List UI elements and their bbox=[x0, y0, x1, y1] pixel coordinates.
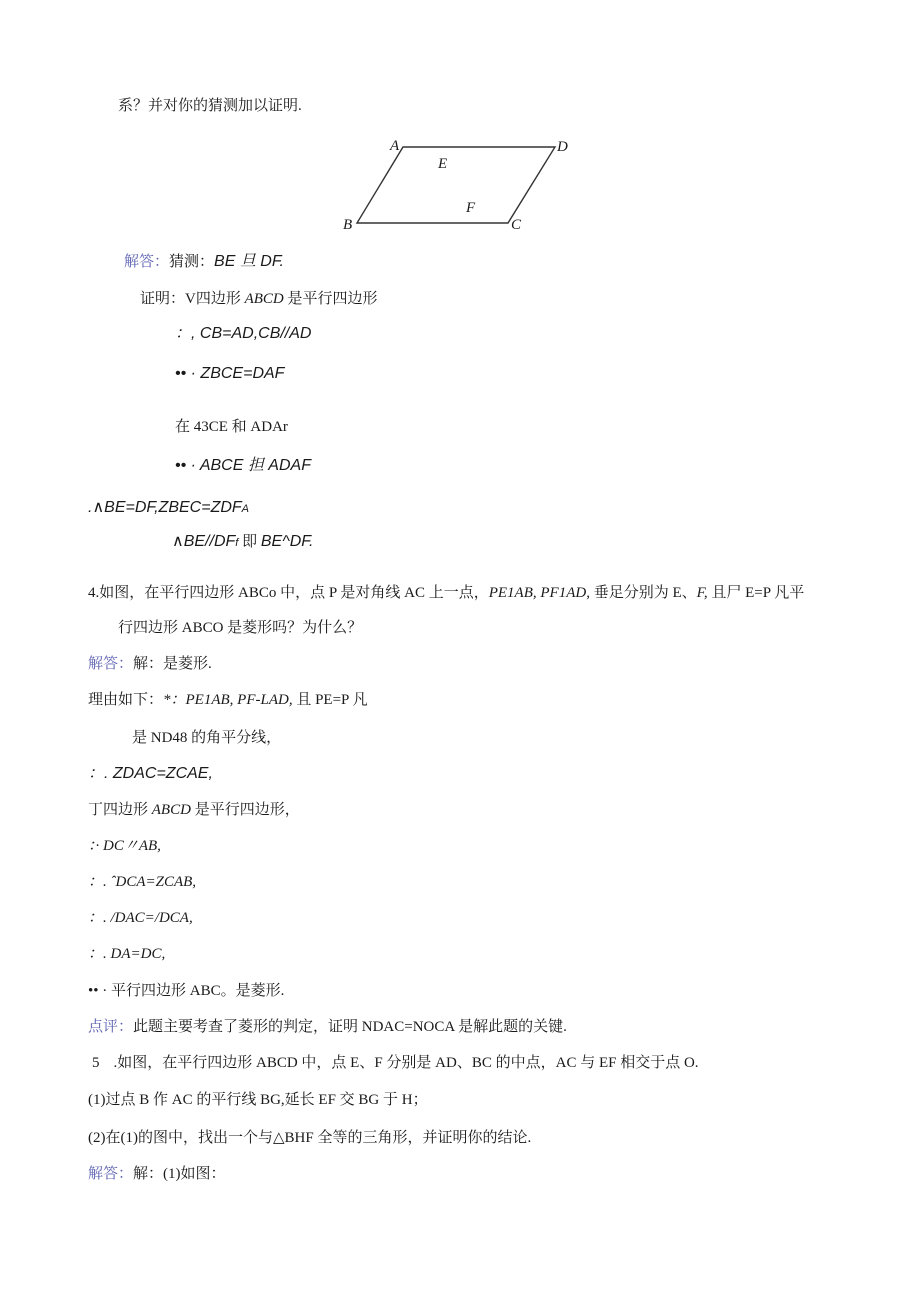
math-text: ：. DA=DC, bbox=[88, 946, 166, 962]
q4-comment bbox=[88, 1017, 567, 1037]
text: 理由如下： bbox=[88, 692, 164, 708]
text: 解：是菱形. bbox=[133, 656, 212, 672]
math-text: BE 旦 DF. bbox=[214, 253, 284, 270]
math-text: ABCD bbox=[151, 802, 191, 818]
q3-step-5 bbox=[88, 498, 249, 519]
q4-reason-7 bbox=[88, 908, 193, 928]
text: (2)在(1)的图中，找出一个与△BHF 全等的三角形，并证明你的结论. bbox=[88, 1130, 532, 1146]
text: (1)过点 B 作 AC 的平行线 BG,延长 EF 交 BG 于 H； bbox=[88, 1092, 428, 1108]
answer-label: 解答： bbox=[88, 1166, 134, 1182]
q3-step-1 bbox=[175, 324, 311, 344]
q4-stem-line-2 bbox=[118, 618, 362, 638]
text: 即 bbox=[238, 534, 261, 550]
text: 且尸 E=P 凡平 bbox=[707, 585, 805, 601]
math-text: F, bbox=[696, 585, 708, 601]
q5-stem bbox=[92, 1053, 699, 1073]
text: 是平行四边形， bbox=[190, 802, 300, 818]
math-text: BE^DF. bbox=[260, 533, 314, 550]
math-text: •• · ZBCE=DAF bbox=[175, 365, 285, 382]
q3-step-3 bbox=[175, 417, 288, 437]
q4-reason-5 bbox=[88, 836, 161, 856]
math-text: ：. ˆDCA=ZCAB, bbox=[88, 874, 197, 890]
math-text: f bbox=[235, 537, 239, 549]
q4-reason-3 bbox=[88, 764, 213, 784]
text: 在 43CE 和 ADAr bbox=[175, 419, 288, 435]
math-text: A bbox=[241, 503, 250, 515]
comment-label: 点评： bbox=[88, 1019, 134, 1035]
q3-step-6 bbox=[172, 532, 313, 553]
q3-step-4 bbox=[175, 456, 311, 476]
math-text: ：· DC〃AB, bbox=[88, 838, 161, 854]
q4-reason-4 bbox=[88, 800, 300, 820]
vertex-label-d: D bbox=[557, 139, 568, 155]
math-text: •• · ABCE 担 ADAF bbox=[175, 457, 311, 474]
text: 行四边形 ABCO 是菱形吗？为什么？ bbox=[118, 620, 363, 636]
text: 且 PE=P 凡 bbox=[292, 692, 368, 708]
answer-label: 解答： bbox=[124, 254, 170, 270]
point-label-f: F bbox=[466, 200, 476, 216]
math-text: *：PE1AB, PF-LAD, bbox=[163, 692, 293, 708]
q5-part-2 bbox=[88, 1128, 531, 1148]
vertex-label-b: B bbox=[343, 217, 353, 233]
math-text: ：. /DAC=/DCA, bbox=[88, 910, 193, 926]
text: •• · 平行四边形 ABC。是菱形. bbox=[88, 983, 285, 999]
parallelogram-abcd bbox=[357, 147, 555, 223]
text: 系？并对你的猜测加以证明. bbox=[118, 98, 302, 114]
q3-answer-line bbox=[124, 252, 284, 272]
q4-reason-6 bbox=[88, 872, 196, 892]
text: .如图，在平行四边形 ABCD 中，点 E、F 分别是 AD、BC 的中点，AC 与 EF 相交于点 O. bbox=[113, 1055, 699, 1071]
math-text: ∧BE//DF bbox=[172, 533, 236, 550]
answer-label: 解答： bbox=[88, 656, 134, 672]
text: 猜测： bbox=[169, 254, 215, 270]
math-text: ：, CB=AD,CB//AD bbox=[175, 325, 312, 342]
vertex-label-a: A bbox=[390, 138, 400, 154]
q5-part-1 bbox=[88, 1090, 428, 1110]
q4-reason-8 bbox=[88, 944, 165, 964]
q4-answer-line bbox=[88, 654, 212, 674]
text: 丁四边形 bbox=[88, 802, 152, 818]
q3-proof-line bbox=[140, 289, 378, 309]
text: 是平行四边形 bbox=[283, 291, 378, 307]
text: 是 ND48 的角平分线， bbox=[132, 730, 282, 746]
text: 4.如图，在平行四边形 ABCo 中，点 P 是对角线 AC 上一点， bbox=[88, 585, 489, 601]
text: 垂足分别为 E、 bbox=[589, 585, 697, 601]
vertex-label-c: C bbox=[511, 217, 522, 233]
text: 此题主要考查了菱形的判定，证明 NDAC=NOCA 是解此题的关键. bbox=[133, 1019, 567, 1035]
q4-reason-1 bbox=[88, 690, 368, 710]
math-text: .∧BE=DF,ZBEC=ZDF bbox=[88, 499, 242, 516]
math-text: ：. ZDAC=ZCAE, bbox=[88, 765, 213, 782]
q3-step-2 bbox=[175, 364, 284, 384]
math-text: PE1AB, PF1AD, bbox=[488, 585, 590, 601]
point-label-e: E bbox=[438, 156, 448, 172]
text: 证明：V四边形 bbox=[140, 291, 245, 307]
q4-stem-line-1 bbox=[88, 583, 804, 603]
q5-answer-line bbox=[88, 1164, 226, 1184]
question-number: 5 bbox=[92, 1055, 100, 1071]
q4-reason-2 bbox=[132, 728, 281, 748]
math-text: ABCD bbox=[244, 291, 284, 307]
q4-conclusion bbox=[88, 981, 284, 1001]
text: 解：(1)如图： bbox=[133, 1166, 226, 1182]
question-continuation bbox=[118, 96, 302, 116]
